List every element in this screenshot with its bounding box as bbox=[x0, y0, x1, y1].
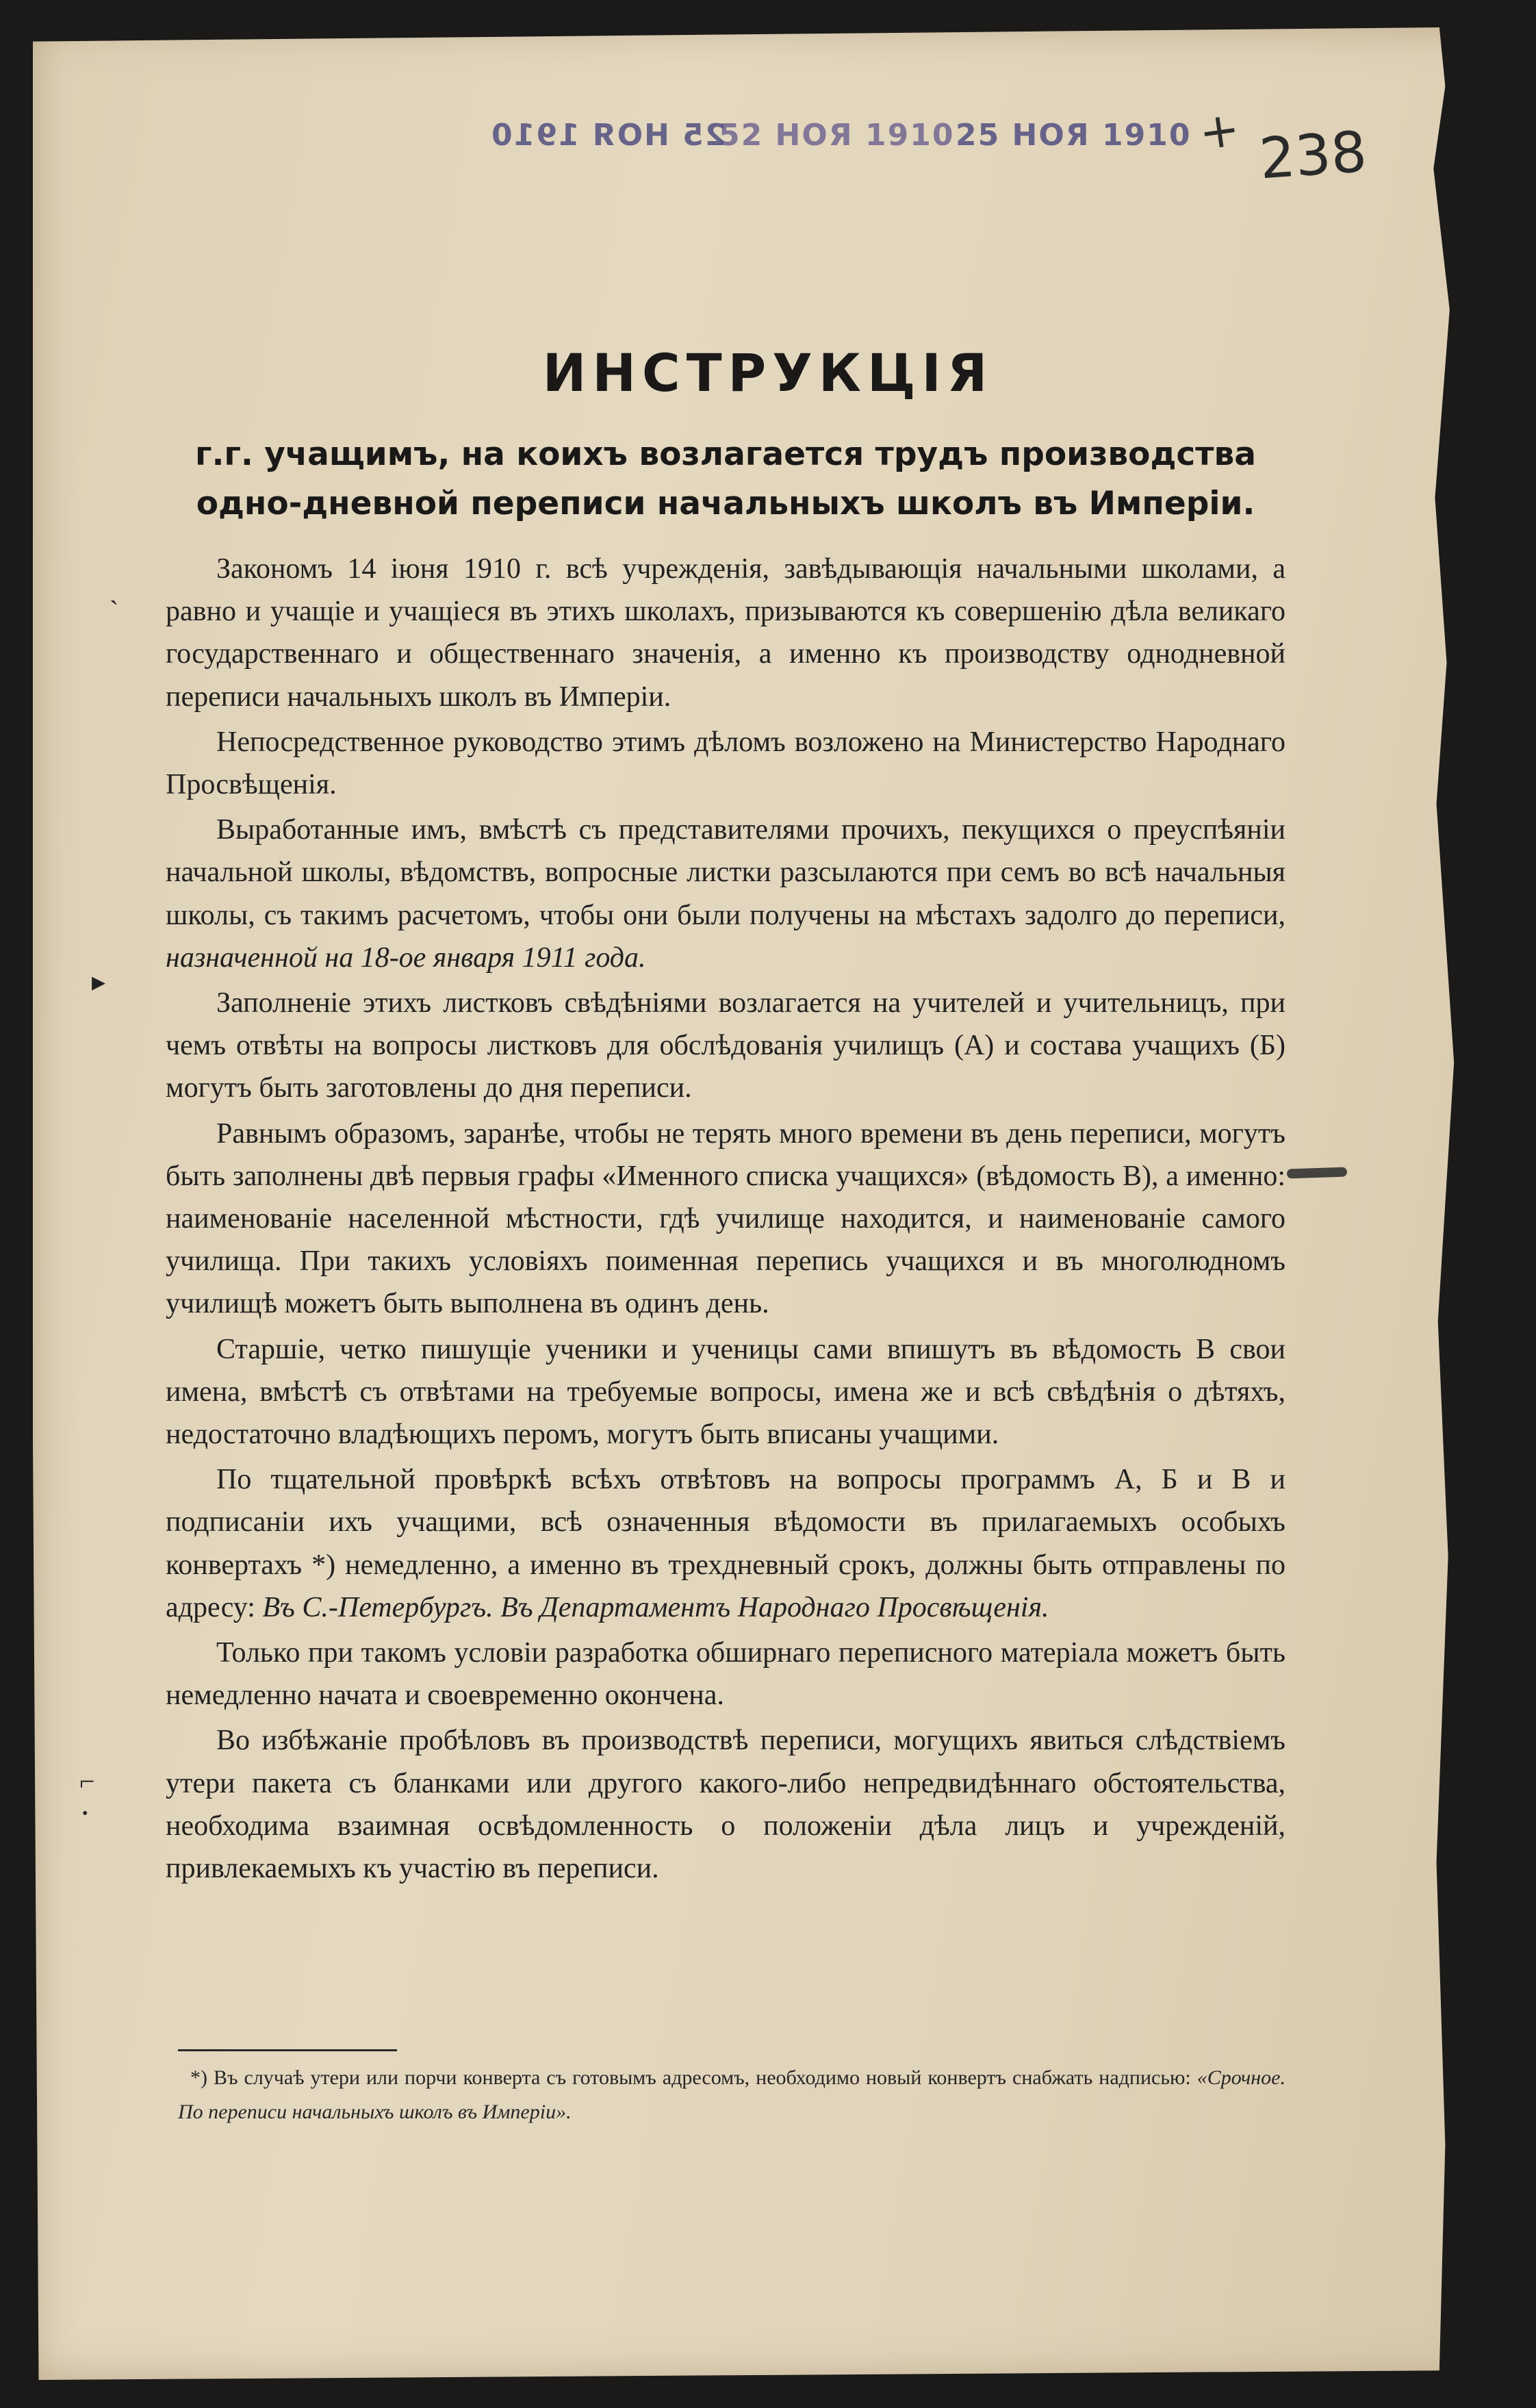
paragraph-condition: Только при такомъ условіи разработка обширнаго переписного матеріала можетъ быть немедленно начата и своевременно окончена. bbox=[166, 1637, 1285, 1712]
postal-address: Въ С.-Петербургъ. Въ Департаментъ Народнаго Просвѣщенія. bbox=[262, 1591, 1049, 1623]
paragraph-teachers: Заполненіе этихъ листковъ свѣдѣніями возлагается на учителей и учительницъ, при чемъ отвѣты на вопросы листковъ для обслѣдованія училищъ (А) и состава учащихъ (Б) могутъ быть заготовлены до дня переписи. bbox=[166, 987, 1285, 1104]
handwritten-plus-mark: + bbox=[1195, 100, 1244, 162]
paragraph-ministry: Непосредственное руководство этимъ дѣломъ возложено на Министерство Народнаго Просвѣщенія. bbox=[166, 726, 1285, 801]
footnote-inscription: «Срочное. По переписи начальныхъ школъ въ Имперіи». bbox=[178, 2066, 1285, 2123]
date-stamp-mirrored: 25 НОЯ 1910 bbox=[490, 118, 726, 153]
paragraph-law: Закономъ 14 іюня 1910 г. всѣ учрежденія, завѣдывающія начальными школами, а равно и учащіе и учащіеся въ этихъ школахъ, призываются къ совершенію дѣла великаго государственнаго и общественнаго значенія, а именно къ производству однодневной переписи начальныхъ школъ въ Имперіи. bbox=[166, 553, 1285, 713]
document-body bbox=[166, 548, 1285, 1892]
date-stamp-faint: 52 НОЯ 1910 bbox=[719, 118, 955, 153]
paragraph-pupils: Старшіе, четко пишущіе ученики и ученицы сами впишутъ въ вѣдомость В свои имена, вмѣстѣ съ отвѣтами на требуемые вопросы, имена же и всѣ свѣдѣнія о дѣтяхъ, недостаточно владѣющихъ перомъ, могутъ быть вписаны учащими. bbox=[166, 1333, 1285, 1451]
document-subtitle: г.г. учащимъ, на коихъ возлагается трудъ производства одно-дневной переписи начальныхъ школъ въ Имперіи. bbox=[195, 435, 1256, 522]
margin-tick-mark: • bbox=[82, 1805, 88, 1823]
date-stamp: 25 НОЯ 1910 bbox=[956, 118, 1192, 153]
footnote-divider bbox=[178, 2049, 397, 2051]
questionnaires-text: Выработанные имъ, вмѣстѣ съ представителями прочихъ, пекущихся о преуспѣяніи начальной школы, вѣдомствъ, вопросные листки разсылаются при семъ во всѣ начальныя школы, съ такимъ расчетомъ, чтобы они были получены на мѣстахъ задолго до переписи, bbox=[166, 814, 1285, 931]
margin-tick-mark: ˋ bbox=[110, 595, 119, 626]
document-title: ИНСТРУКЦІЯ bbox=[542, 342, 994, 403]
census-date: назначенной на 18-ое января 1911 года. bbox=[166, 941, 646, 974]
margin-tick-mark: ▸ bbox=[92, 966, 106, 997]
margin-tick-mark: ⌐ bbox=[79, 1766, 95, 1797]
paragraph-questionnaires bbox=[166, 809, 1285, 979]
handwritten-folio-number: 238 bbox=[1257, 119, 1369, 192]
footnote bbox=[178, 2061, 1285, 2129]
paragraph-awareness: Во избѣжаніе пробѣловъ въ производствѣ переписи, могущихъ явиться слѣдствіемъ утери пакета съ бланками или другого какого-либо непредвидѣннаго обстоятельства, необходима взаимная освѣдомленность о положеніи дѣла лицъ и учрежденій, привлекаемыхъ къ участію въ переписи. bbox=[166, 1725, 1285, 1885]
sending-text: По тщательной провѣркѣ всѣхъ отвѣтовъ на вопросы программъ А, Б и В и подписаніи ихъ учащими, всѣ означенныя вѣдомости въ прилагаемыхъ особыхъ конвертахъ *) немедленно, а именно въ трехдневный срокъ, должны быть отправлены по адресу: bbox=[166, 1464, 1285, 1623]
paragraph-name-list: Равнымъ образомъ, заранѣе, чтобы не терять много времени въ день переписи, могутъ быть заполнены двѣ первыя графы «Именного списка учащихся» (вѣдомость В), а именно: наименованіе населенной мѣстности, гдѣ училище находится, и наименованіе самого училища. При такихъ условіяхъ поименная перепись учащихся и въ многолюдномъ училищѣ можетъ быть выполнена въ одинъ день. bbox=[166, 1117, 1285, 1320]
footnote-text: *) Въ случаѣ утери или порчи конверта съ готовымъ адресомъ, необходимо новый конвертъ снабжать надписью: bbox=[190, 2066, 1191, 2089]
paragraph-sending bbox=[166, 1458, 1285, 1629]
